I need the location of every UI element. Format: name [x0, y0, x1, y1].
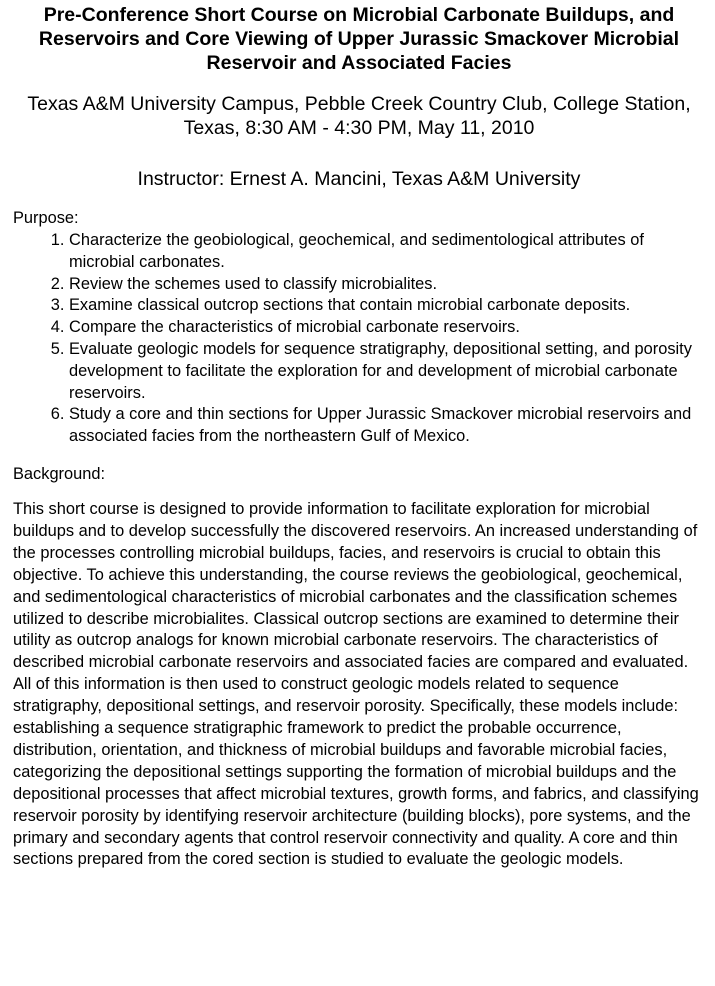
- instructor-line: Instructor: Ernest A. Mancini, Texas A&M University: [137, 168, 581, 190]
- purpose-item: 1. Characterize the geobiological, geochemical, and sedimentological attributes of microbial carbonates.: [69, 230, 705, 274]
- purpose-item: 2. Review the schemes used to classify microbialites.: [69, 274, 705, 296]
- purpose-item: 5. Evaluate geologic models for sequence stratigraphy, depositional setting, and porosity development to facilitate the exploration for and development of microbial carbonate reservoirs.: [69, 339, 705, 404]
- purpose-item: 3. Examine classical outcrop sections that contain microbial carbonate deposits.: [69, 295, 705, 317]
- purpose-list: [13, 230, 705, 448]
- purpose-item: 4. Compare the characteristics of microbial carbonate reservoirs.: [69, 317, 705, 339]
- background-paragraph: This short course is designed to provide information to facilitate exploration for microbial buildups and to develop successfully the discovered reservoirs. An increased understanding of the processes controlling microbial buildups, facies, and reservoirs is crucial to obtain this objective. To achieve this understanding, the course reviews the geobiological, geochemical, and sedimentological characteristics of microbial carbonates and the classification schemes utilized to describe microbialites. Classical outcrop sections are examined to determine their utility as outcrop analogs for known microbial carbonate reservoirs. The characteristics of described microbial carbonate reservoirs and associated facies are compared and evaluated. All of this information is then used to construct geologic models related to sequence stratigraphy, depositional settings, and reservoir porosity. Specifically, these models include: establishing a sequence stratigraphic framework to predict the probable occurrence, distribution, orientation, and thickness of microbial buildups and favorable microbial facies, categorizing the depositional settings supporting the formation of microbial buildups and the depositional processes that affect microbial textures, growth forms, and fabrics, and classifying reservoir porosity by identifying reservoir architecture (building blocks), pore systems, and the primary and secondary agents that control reservoir connectivity and quality. A core and thin sections prepared from the cored section is studied to evaluate the geologic models.: [13, 499, 699, 869]
- venue-and-date: Texas A&M University Campus, Pebble Creek Country Club, College Station, Texas, 8:30 AM - 4:30 PM, May 11, 2010: [27, 93, 691, 139]
- background-heading: Background:: [13, 464, 106, 483]
- purpose-item: 6. Study a core and thin sections for Upper Jurassic Smackover microbial reservoirs and associated facies from the northeastern Gulf of Mexico.: [69, 404, 705, 448]
- course-title: Pre-Conference Short Course on Microbial Carbonate Buildups, and Reservoirs and Core Viewing of Upper Jurassic Smackover Microbial Reservoir and Associated Facies: [38, 4, 680, 74]
- purpose-heading: Purpose:: [13, 209, 79, 227]
